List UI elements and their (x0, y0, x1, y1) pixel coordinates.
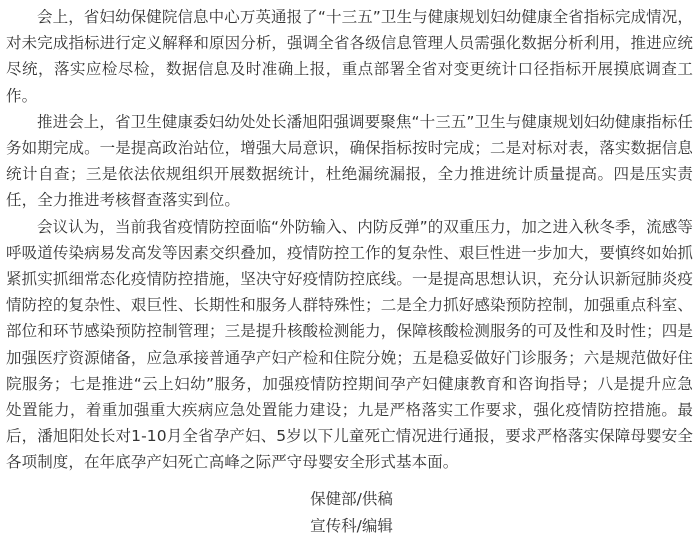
article-credits (0, 486, 699, 540)
credit-source: 保健部/供稿 (310, 490, 393, 508)
credit-editor: 宣传科/编辑 (310, 517, 393, 535)
article-paragraph-3: 会议认为，当前我省疫情防控面临“外防输入、内防反弹”的双重压力，加之进入秋冬季，流感等呼吸道传染病易发高发等因素交织叠加，疫情防控工作的复杂性、艰巨性进一步加大，要慎终如始抓紧抓实抓细常态化疫情防控措施，坚决守好疫情防控底线。一是提高思想认识，充分认识新冠肺炎疫情防控的复杂性、艰巨性、长期性和服务人群特殊性；二是全力抓好感染预防控制，加强重点科室、部位和环节感染预防控制管理；三是提升核酸检测能力，保障核酸检测服务的可及性和及时性；四是加强医疗资源储备，应急承接普通孕产妇产检和住院分娩；五是稳妥做好门诊服务；六是规范做好住院服务；七是推进“云上妇幼”服务，加强疫情防控期间孕产妇健康教育和咨询指导；八是提升应急处置能力，着重加强重大疾病应急处置能力建设；九是严格落实工作要求，强化疫情防控措施。最后，潘旭阳处长对1-10月全省孕产妇、5岁以下儿童死亡情况进行通报，要求严格落实保障母婴安全各项制度，在年底孕产妇死亡高峰之际严守母婴安全形式基本面。 (6, 217, 693, 472)
article-paragraph-2: 推进会上，省卫生健康委妇幼处处长潘旭阳强调要聚焦“十三五”卫生与健康规划妇幼健康指标任务如期完成。一是提高政治站位，增强大局意识，确保指标按时完成；二是对标对表，落实数据信息统计自查；三是依法依规组织开展数据统计，杜绝漏统漏报，全力推进统计质量提高。四是压实责任，全力推进考核督查落实到位。 (6, 112, 693, 210)
article-paragraph-1: 会上，省妇幼保健院信息中心万英通报了“十三五”卫生与健康规划妇幼健康全省指标完成情况，对未完成指标进行定义解释和原因分析，强调全省各级信息管理人员需强化数据分析利用，推进应统尽统，落实应检尽检，数据信息及时准确上报，重点部署全省对变更统计口径指标开展摸底调查工作。 (6, 8, 693, 105)
